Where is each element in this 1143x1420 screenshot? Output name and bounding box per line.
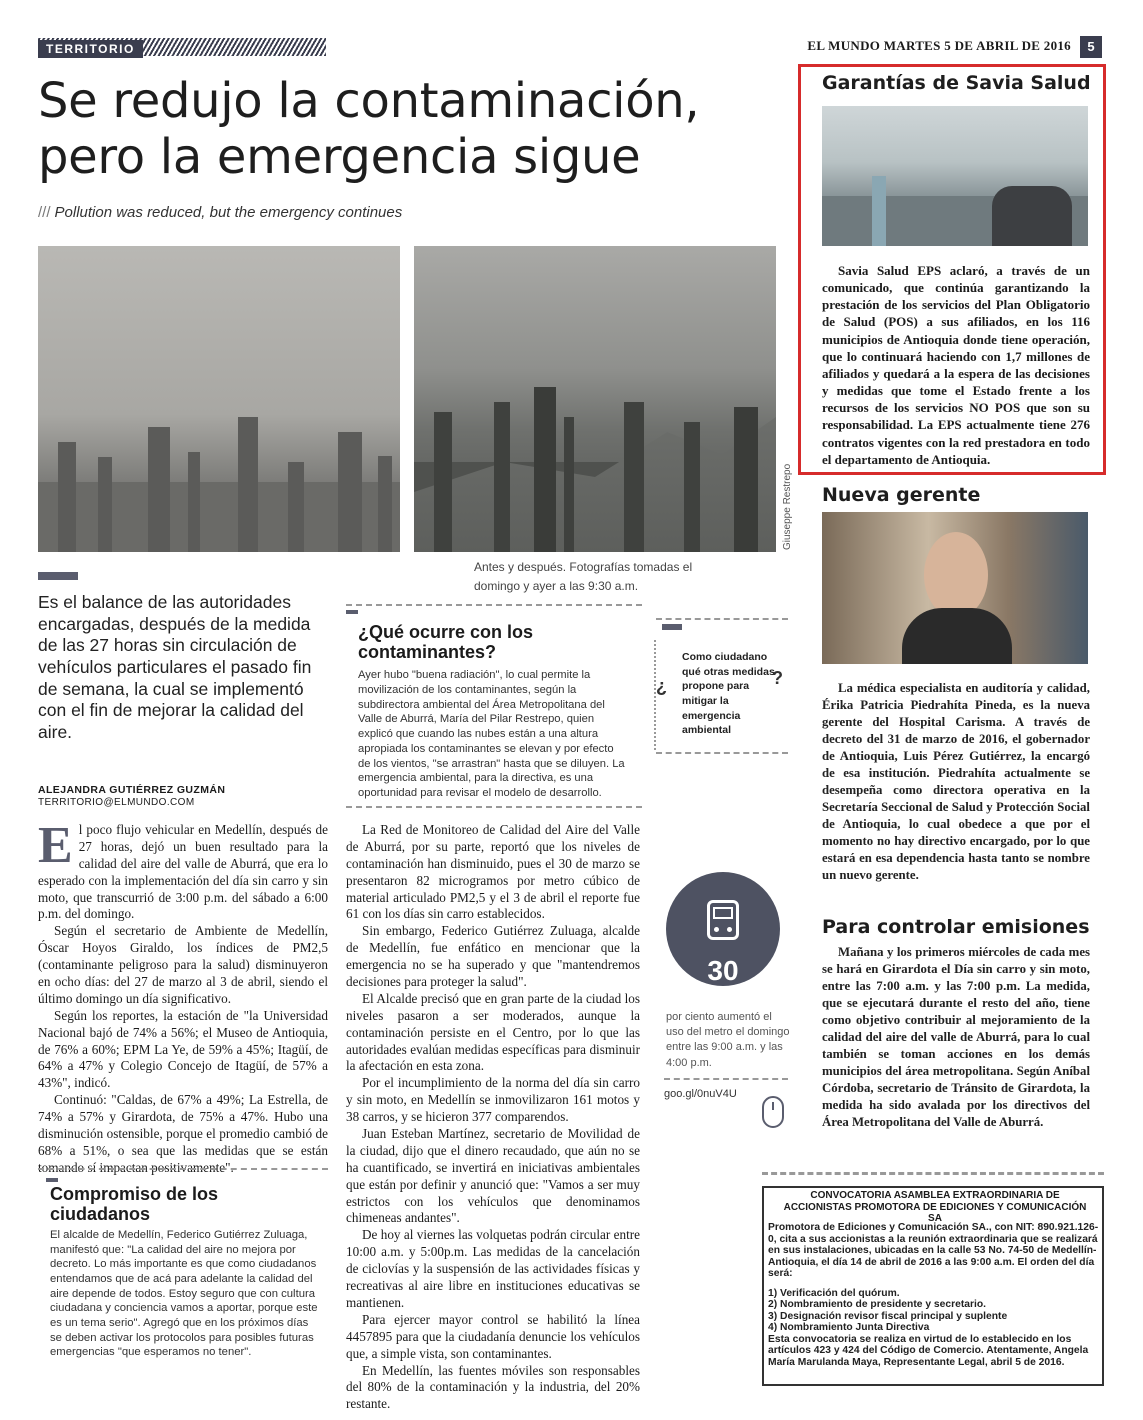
divider [346,604,642,606]
gerente-body: La médica especialista en auditoría y calidad, Érika Patricia Piedrahíta Pineda, es la nueva gerente del Hospital Carisma. A través de decreto del 31 de marzo de 2016, el gobernador de Antioquia, Luis Pérez Gutiérrez, la encargó de esa institución. Piedrahíta actualmente se desempeña como directora operativa en la Secretaría Seccional de Salud y Protección Social de Antioquia, lo cual obedece a que por el momento no hay directivo encargado, por lo que estará en esa dependencia hasta tanto se nombre un nuevo gerente. [822,681,1090,883]
body-paragraph: Para ejercer mayor control se habilitó la línea 4457895 para que la ciudadanía denuncie los vehículos que, a simple vista, son contaminantes. [346,1311,640,1361]
convocatoria-item: 1) Verificación del quórum. [768,1287,900,1299]
metro-link[interactable]: goo.gl/0nuV4U [664,1088,737,1100]
lead-paragraph: Es el balance de las autoridades encargadas, después de la medida de las 27 horas sin circulación de vehículos particulares el pasado fin de semana, la cual se implementó con el fin de mejorar la calidad del aire. [38,592,312,743]
savia-photo [822,106,1088,246]
headline-line-1: Se redujo la contaminación, [38,73,700,129]
body-paragraph: El Alcalde precisó que en gran parte de la ciudad los niveles pasaron a ser moderados, aunque la contaminación persiste en el Centro, por lo que las autoridades evalúan medidas específicas para disminuir la afectación en esta zona. [346,990,640,1074]
convocatoria-intro: Promotora de Ediciones y Comunicación SA., con NIT: 890.921.126-0, cita a sus accionistas a la reunión extraordinaria que se realizará en sus instalaciones, ubicadas en la calle 53 No. 74-50 de Medellín-Antioquia, el día 14 de abril de 2016 a las 9:00 a.m. El orden del día será: [768,1222,1099,1280]
photo-before [38,246,400,552]
body-paragraph: De hoy al viernes las volquetas podrán circular entre 10:00 a.m. y 5:00p.m. Las medidas de la cancelación de ciclovías y la suspensión de las actividades físicas y recreativas al aire libre en instituciones educativas se mantienen. [346,1227,640,1310]
commitment-body: El alcalde de Medellín, Federico Gutiérrez Zuluaga, manifestó que: "La calidad del aire no mejora por decreto. Lo más importante es que como ciudadanos entendamos que de acá para adelante la calidad del aire depende de todos. Estoy seguro que con cultura ciudadana y conciencia vamos a aportar, porque este es un tema serio". Agregó que en los próximos días se deben activar los protocolos para posibles futuras emergencias "que esperamos no tener". [50,1229,318,1359]
divider [656,618,788,620]
convocatoria-title: CONVOCATORIA ASAMBLEA EXTRAORDINARIA DE ACCIONISTAS PROMOTORA DE EDICIONES Y COMUNICACIÓN SA [783,1190,1087,1224]
train-icon [707,900,739,940]
accent-bar [662,624,682,630]
subhead-prefix: /// [38,204,51,221]
body-paragraph: Según el secretario de Ambiente de Medellín, Óscar Hoyos Giraldo, los índices de PM2,5 (contaminante peligroso para la salud) disminuyeron en ocho días: del 27 de marzo al 3 de abril, siendo el último domingo un día significativo. [38,923,328,1006]
convocatoria-item: 3) Designación revisor fiscal principal y suplente [768,1310,1008,1322]
body-paragraph: l poco flujo vehicular en Medellín, después de 27 horas, dejó un buen resultado para la calidad del aire del valle de Aburrá, que era lo esperado con la implementación del día sin carro y sin moto, que transcurrió de 3:00 p.m. del sábado a 6:00 p.m. del domingo. [38,822,328,922]
page-number: 5 [1080,36,1102,58]
masthead: EL MUNDO MARTES 5 DE ABRIL DE 2016 [807,38,1071,53]
question-box-title: ¿Qué ocurre con los contaminantes? [358,622,534,663]
divider [38,1168,328,1170]
body-paragraph: Según los reportes, la estación de "la Universidad Nacional bajó de 74% a 56%; el Museo de Antioquia, de 76% a 60%; EPM La Ye, de 59% a 45%; Itagüí, de 64% a 47% y Colegio Concejo de Itagüí, de 57% a 43%", indicó. [38,1007,328,1091]
savia-title: Garantías de Savia Salud [822,72,1091,94]
question-mark-icon: ¿ [656,676,667,696]
photo-caption: Antes y después. Fotografías tomadas el domingo y ayer a las 9:30 a.m. [474,560,693,593]
section-label: TERRITORIO [38,40,143,58]
body-column-2 [346,822,640,1412]
author-email: TERRITORIO@ELMUNDO.COM [38,797,195,808]
accent-bar [346,610,358,614]
metro-stat-text: por ciento aumentó el uso del metro el domingo entre las 9:00 a.m. y las 4:00 p.m. [666,1011,790,1069]
metro-stat-number: 30 [707,955,739,986]
mouse-icon [762,1096,784,1128]
question-box-body: Ayer hubo "buena radiación", lo cual permite la movilización de los contaminantes, según la subdirectora ambiental del Área Metropolitana del Valle de Aburrá, María del Pilar Restrepo, quien explicó que cuando las nubes están a una altura apropiada los contaminantes se elevan y por efecto de los vientos, "se arrastran" hasta que se diluyen. La emergencia ambiental, para la directiva, es una oportunidad para revisar el modelo de desarrollo. [358,669,625,800]
emisiones-title: Para controlar emisiones [822,916,1090,938]
convocatoria-closing: Esta convocatoria se realiza en virtud de lo establecido en los artículos 423 y 424 del Código de Comercio. Atentamente, Angela María Marulanda Maya, Representante Legal, abril 5 de 2016. [768,1333,1089,1368]
accent-bar [46,1178,58,1182]
body-paragraph: La Red de Monitoreo de Calidad del Aire del Valle de Aburrá, por su parte, reportó que los niveles de contaminación han disminuido, pues el 30 de marzo se presentaron 82 microgramos por metro cúbico de material articulado PM2,5 y el 3 de abril el reporte fue 61 con los días sin carro establecidos. [346,822,640,922]
body-paragraph: Sin embargo, Federico Gutiérrez Zuluaga, alcalde de Medellín, fue enfático en mencionar que la emergencia no se ha superado y que "mantendremos decisiones para proteger la salud". [346,923,640,990]
photo-credit: Giuseppe Restrepo [782,463,793,550]
byline: ALEJANDRA GUTIÉRREZ GUZMÁN [38,784,226,796]
savia-body: Savia Salud EPS aclaró, a través de un comunicado, que continúa garantizando la prestación de los servicios del Plan Obligatorio de Salud (POS) a sus afiliados, en los 116 municipios de Antioquia donde tiene operación, que lo continuará haciendo con 1,7 millones de afiliados y quedará a la espera de las decisiones y medidas que tome el Estado frente a los recursos de los servicios NO POS que son su responsabilidad. La EPS actualmente tiene 276 contratos vigentes con la red prestadora en todo el departamento de Antioquia. [822,263,1090,467]
convocatoria-body [768,1222,1100,1368]
accent-bar [38,572,78,580]
section-tag [38,38,326,56]
subhead [38,204,402,221]
divider [346,806,642,808]
body-paragraph: Juan Esteban Martínez, secretario de Movilidad de la ciudad, dijo que el dinero recaudado, que aún no se ha cuantificado, se invertirá en iniciativas ambientales que están por definir y anunció que: "Vamos a ser muy estrictos con los vehículos que denominamos chimeneas andantes". [346,1126,640,1226]
emisiones-body: Mañana y los primeros miércoles de cada mes se hará en Girardota el Día sin carro y sin moto, entre las 7:00 a.m. y las 7:00 p.m. La medida, que se ejecutará durante el resto del año, tiene como objetivo contribuir al mejoramiento de la calidad del aire del valle de Aburrá, para lo cual también se toman acciones en los demás municipios del área metropolitana. Según Aníbal Córdoba, secretario de Tránsito de Girardota, la medida ha sido avalada por los directivos del Área Metropolitana del Valle de Aburrá. [822,945,1090,1130]
side-question: Como ciudadano qué otras medidas propone para mitigar la emergencia ambiental [682,651,775,737]
body-column-1 [38,817,328,1175]
dropcap: E [38,817,73,874]
divider [664,1078,788,1080]
question-mark-icon: ? [772,668,783,688]
headline-line-2: pero la emergencia sigue [38,128,641,185]
divider [656,752,788,754]
gerente-photo [822,512,1088,664]
gerente-title: Nueva gerente [822,484,981,506]
body-paragraph: En Medellín, las fuentes móviles son responsables del 80% de la contaminación y la industria, del 20% restante. [346,1362,640,1412]
headline [38,74,778,185]
body-paragraph: Por el incumplimiento de la norma del día sin carro y sin moto, en Medellín se inmovilizaron 161 motos y 38 carros, y se hicieron 377 comparendos. [346,1075,640,1125]
convocatoria-item: 2) Nombramiento de presidente y secretario. [768,1299,987,1311]
convocatoria-item: 4) Nombramiento Junta Directiva [768,1322,930,1334]
divider [762,1172,1104,1175]
body-paragraph: Continuó: "Caldas, de 67% a 49%; La Estrella, de 74% a 57% y Girardota, de 75% a 47%. Hubo una disminución ostensible, porque el promedio cambió de 68% a 51%, o sea que las medidas que se están tomando sí impactan positivamente". [38,1092,328,1175]
photo-after [414,246,776,552]
subhead-text: Pollution was reduced, but the emergency continues [54,204,403,221]
commitment-title: Compromiso de los ciudadanos [50,1184,219,1225]
